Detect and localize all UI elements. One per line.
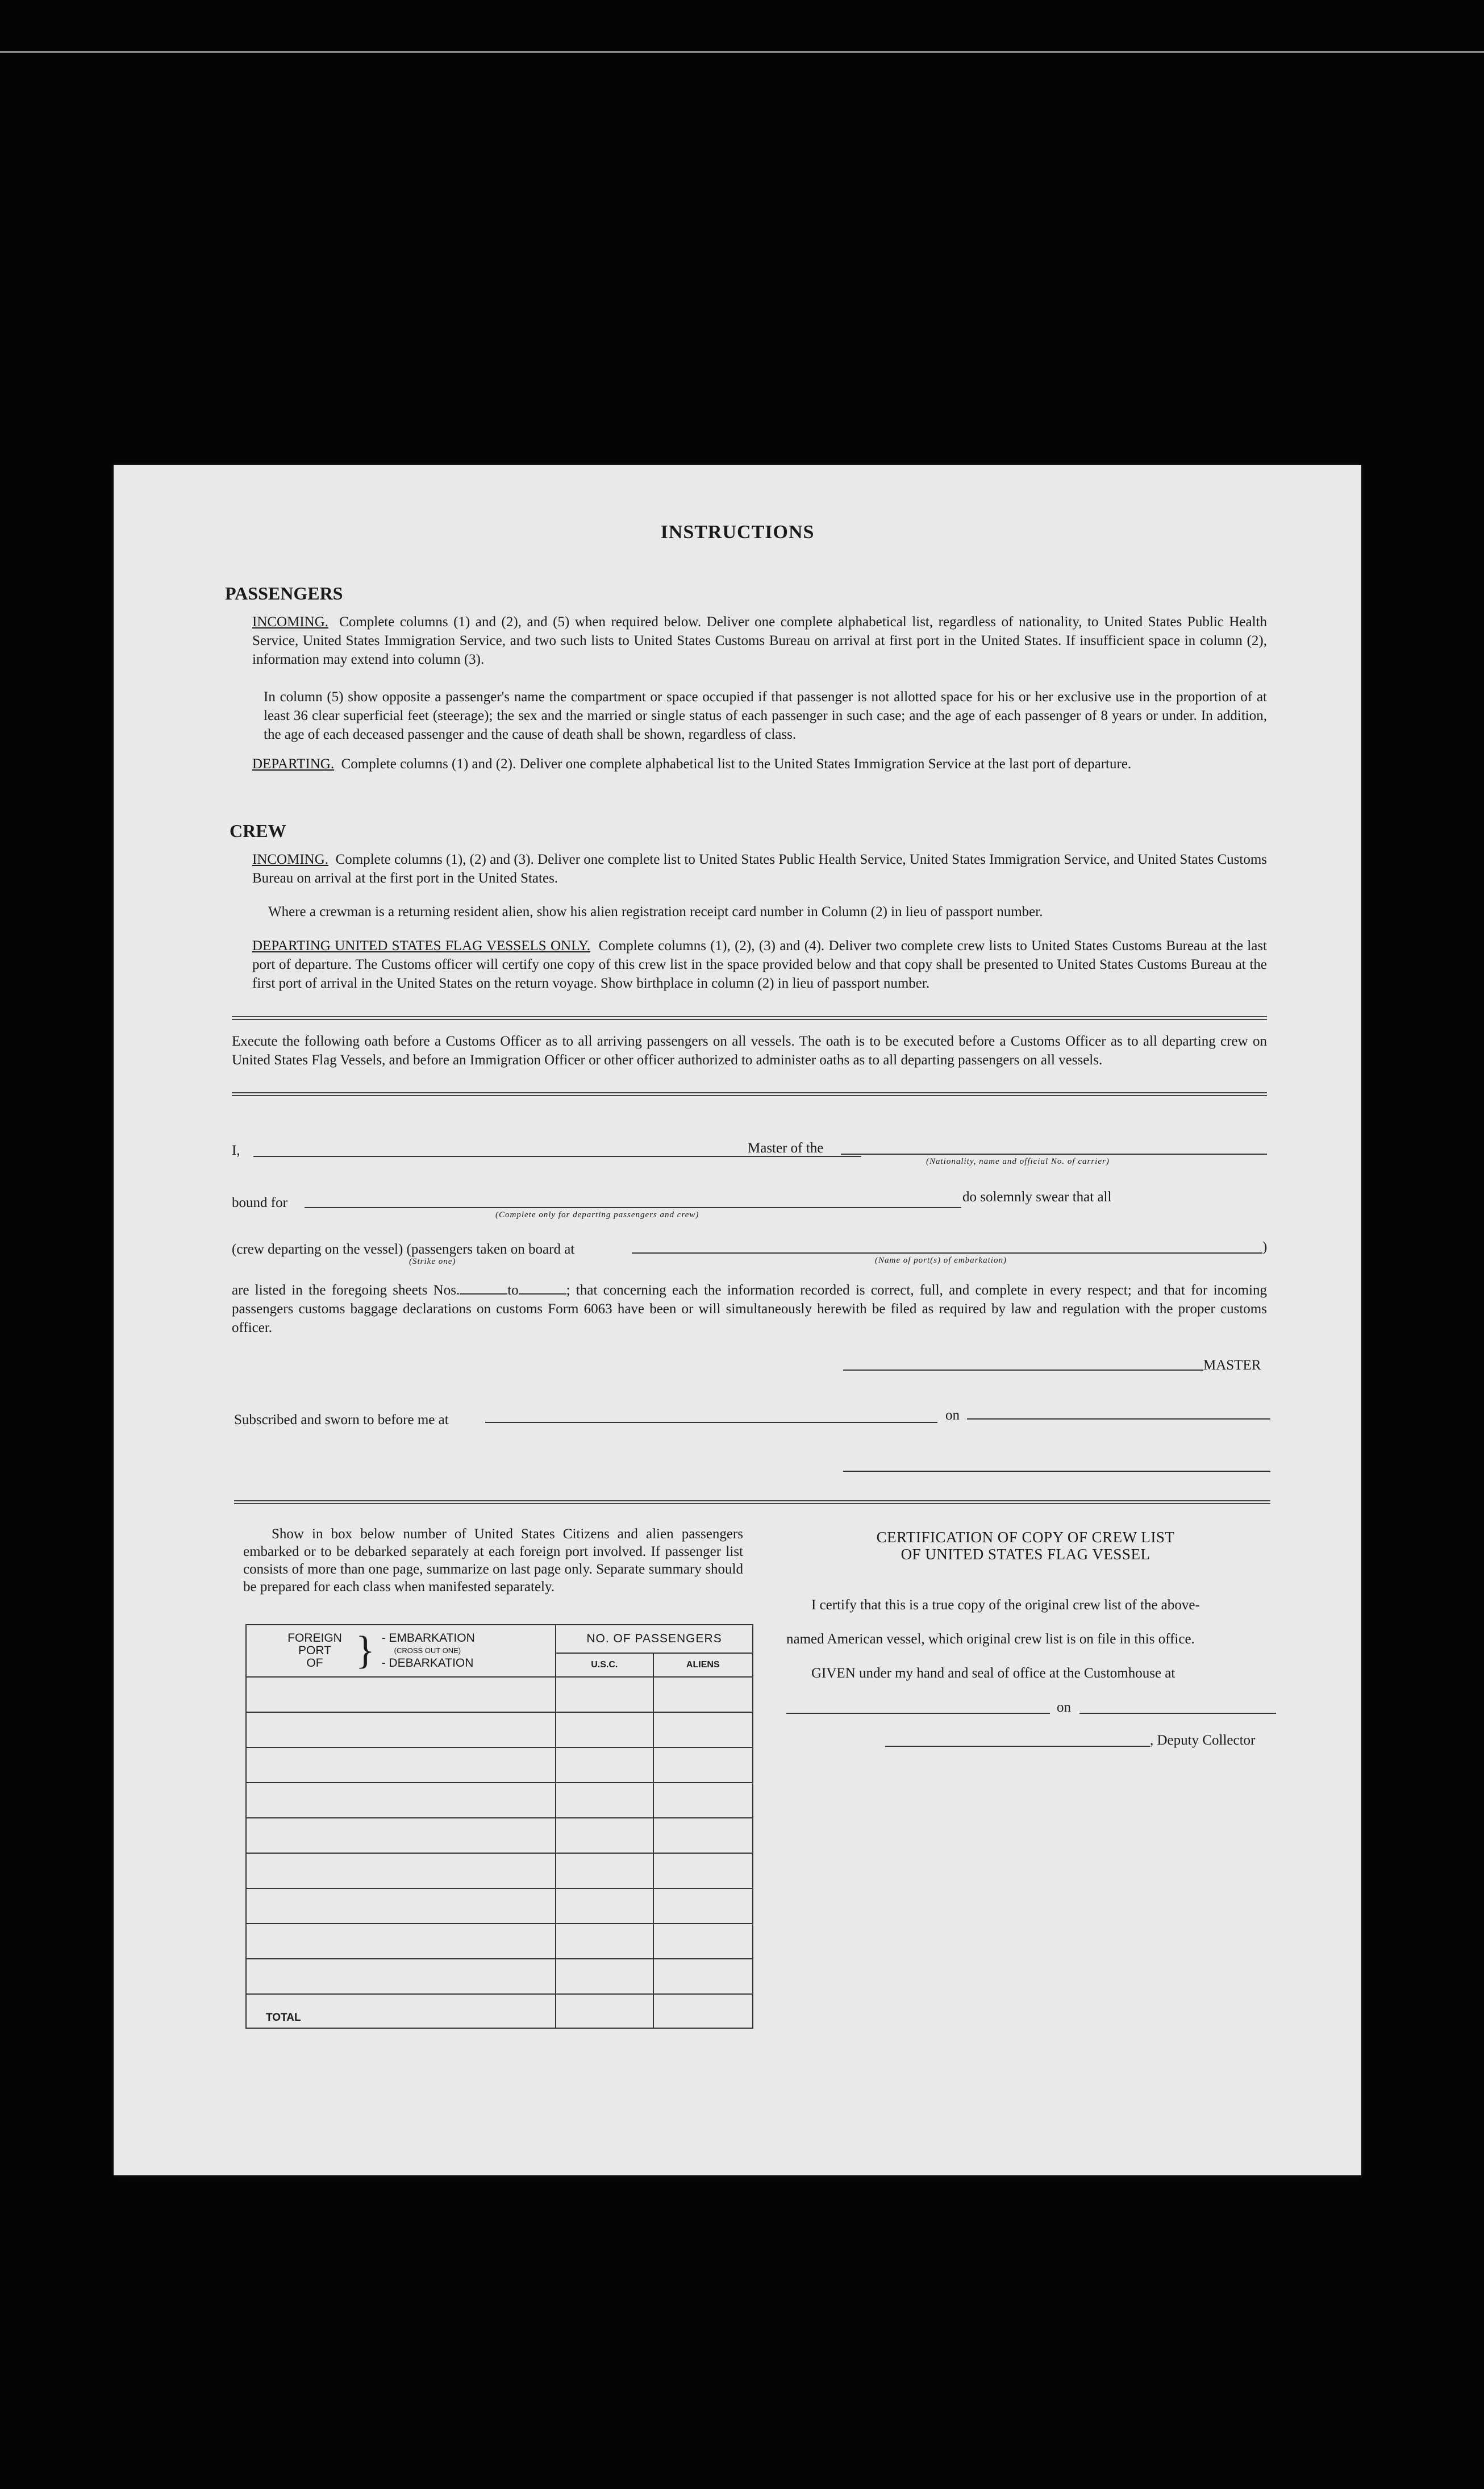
customhouse-field[interactable] — [786, 1713, 1050, 1714]
close-paren: ) — [1262, 1239, 1268, 1255]
listed-suffix: that for incoming passengers customs baggage declarations on customs Form 6063 have been or will simultaneously herewith be filed as required by law and regulation with the proper customs officer. — [232, 1283, 1268, 1335]
bound-for-caption: (Complete only for departing passengers and crew) — [495, 1210, 699, 1219]
embark-debark-header — [382, 1632, 475, 1670]
total-usc-cell[interactable] — [556, 1994, 653, 2028]
table-row — [246, 1747, 753, 1783]
crew-departing-text: Complete columns (1), (2), (3) and (4). Deliver two complete crew lists to United States Customs Bureau at the last port of departure. The Customs officer will certify one copy of this crew list in the space provided below and that copy shall be presented to United States Customs Bureau at the first port of arrival in the United States on the return voyage. Show birthplace in column (2) in lieu of passport number. — [252, 938, 1267, 991]
passengers-departing — [252, 755, 1267, 773]
usc-cell[interactable] — [556, 1888, 653, 1924]
passengers-heading: PASSENGERS — [225, 583, 343, 603]
table-row — [246, 1712, 753, 1747]
usc-cell[interactable] — [556, 1677, 653, 1712]
divider-rule — [232, 1016, 1267, 1020]
passengers-departing-text: Complete columns (1) and (2). Deliver one complete alphabetical list to the United States Immigration Service at the last port of departure. — [341, 756, 1132, 772]
table-row — [246, 1818, 753, 1853]
brace-icon: } — [356, 1629, 375, 1672]
listed-statement — [232, 1281, 1267, 1337]
crew-incoming-text: Complete columns (1), (2) and (3). Deliver one complete list to United States Public Health Service, United States Immigration Service, and United States Customs Bureau on arrival at the first port in the United States. — [252, 852, 1268, 886]
embarkation-port-field[interactable] — [632, 1252, 1262, 1254]
total-aliens-cell[interactable] — [653, 1994, 753, 2028]
certification-line3: GIVEN under my hand and seal of office at the Customhouse at — [811, 1666, 1175, 1681]
passengers-incoming — [252, 613, 1267, 669]
crew-departing-oath: (crew departing on the vessel) (passengers taken on board at — [232, 1242, 575, 1257]
swear-label: do solemnly swear that all — [962, 1189, 1112, 1205]
certification-line2: named American vessel, which original crew list is on file in this office. — [786, 1631, 1195, 1647]
deputy-signature-field[interactable] — [885, 1746, 1150, 1747]
scan-top-rule — [0, 51, 1484, 53]
port-header-line: OF — [306, 1656, 323, 1670]
usc-cell[interactable] — [556, 1712, 653, 1747]
aliens-header: ALIENS — [653, 1653, 753, 1677]
table-row — [246, 1853, 753, 1888]
listed-to: to — [507, 1283, 519, 1298]
port-header-cell — [246, 1625, 556, 1677]
passengers-column5: In column (5) show opposite a passenger's name the compartment or space occupied if that passenger is not allotted space for his or her exclusive use in the proportion of at least 36 clear superficial feet (steerage); the sex and the married or single status of each passenger in such case; and the age of each passenger of 8 years or under. In addition, the age of each deceased passenger and the cause of death shall be shown, regardless of class. — [264, 689, 1267, 742]
bound-for-field[interactable] — [305, 1207, 961, 1208]
page-title: INSTRUCTIONS — [660, 522, 815, 543]
usc-header: U.S.C. — [556, 1653, 653, 1677]
table-row — [246, 1924, 753, 1959]
aliens-cell[interactable] — [653, 1677, 753, 1712]
port-header-line: FOREIGN — [287, 1631, 342, 1645]
aliens-cell[interactable] — [653, 1783, 753, 1818]
certification-date-field[interactable] — [1079, 1713, 1276, 1714]
master-signature-field[interactable] — [843, 1370, 1203, 1371]
port-header — [281, 1632, 349, 1670]
summary-instructions: Show in box below number of United States Citizens and alien passengers embarked or to be debarked separately at each foreign port involved. If passenger list consists of more than one page, summarize on last page only. Separate summary should be prepared for each class when manifested separately. — [243, 1526, 743, 1595]
divider-rule — [232, 1092, 1267, 1096]
bound-for-label: bound for — [232, 1195, 287, 1210]
subscribed-label: Subscribed and sworn to before me at — [234, 1412, 449, 1427]
passenger-summary-table — [245, 1624, 753, 2029]
port-cell[interactable] — [246, 1959, 556, 1994]
oath-i-label: I, — [232, 1143, 240, 1158]
certification-title — [795, 1529, 1256, 1563]
master-label: MASTER — [1203, 1358, 1261, 1373]
port-cell[interactable] — [246, 1853, 556, 1888]
sworn-place-field[interactable] — [485, 1422, 937, 1423]
crew-departing-label: DEPARTING UNITED STATES FLAG VESSELS ONLY. — [252, 938, 590, 954]
port-cell[interactable] — [246, 1818, 556, 1853]
listed-prefix: are listed in the foregoing sheets Nos. — [232, 1283, 460, 1298]
oath-intro: Execute the following oath before a Customs Officer as to all arriving passengers on all vessels. The oath is to be executed before a Customs Officer as to all departing crew on United States Flag Vessels, and before an Immigration Officer or other officer authorized to administer oaths as to all departing passengers on all vessels. — [232, 1034, 1267, 1068]
sheet-to-field[interactable] — [519, 1282, 566, 1295]
usc-cell[interactable] — [556, 1959, 653, 1994]
passengers-incoming-text: Complete columns (1) and (2), and (5) when required below. Deliver one complete alphabetical list, regardless of nationality, to United States Public Health Service, United States Immigration Service, and two such lists to United States Customs Bureau on arrival at first port in the United States. If insufficient space in column (2), information may extend into column (3). — [252, 614, 1267, 667]
listed-middle: ; that concerning each the information recorded is correct, full, and complete in every respect; and — [566, 1283, 1158, 1298]
divider-rule — [234, 1500, 1270, 1504]
passengers-header: NO. OF PASSENGERS — [556, 1625, 753, 1653]
deputy-collector-label: , Deputy Collector — [1150, 1733, 1256, 1748]
crew-resident-note: Where a crewman is a returning resident alien, show his alien registration receipt card number in Column (2) in lieu of passport number. — [268, 904, 1043, 919]
aliens-cell[interactable] — [653, 1959, 753, 1994]
aliens-cell[interactable] — [653, 1712, 753, 1747]
officer-signature-field[interactable] — [843, 1471, 1270, 1472]
table-row — [246, 1677, 753, 1712]
table-row — [246, 1959, 753, 1994]
aliens-cell[interactable] — [653, 1888, 753, 1924]
master-of-label: Master of the — [748, 1141, 824, 1156]
port-header-line: PORT — [298, 1644, 331, 1657]
carrier-caption: (Nationality, name and official No. of carrier) — [926, 1157, 1110, 1166]
total-row — [246, 1994, 753, 2028]
table-row — [246, 1888, 753, 1924]
debarkation-option[interactable]: - DEBARKATION — [381, 1656, 474, 1670]
passengers-incoming-label: INCOMING. — [252, 614, 329, 630]
crew-departing — [252, 937, 1267, 993]
certification-title-line: OF UNITED STATES FLAG VESSEL — [901, 1546, 1150, 1563]
port-cell[interactable] — [246, 1712, 556, 1747]
total-label: TOTAL — [246, 1994, 556, 2028]
form-sheet — [114, 465, 1361, 2175]
crew-heading: CREW — [230, 821, 286, 841]
usc-cell[interactable] — [556, 1783, 653, 1818]
crew-incoming — [252, 850, 1267, 888]
cross-out-note: (CROSS OUT ONE) — [394, 1646, 461, 1655]
sworn-on-label: on — [945, 1408, 960, 1423]
port-cell[interactable] — [246, 1924, 556, 1959]
crew-incoming-label: INCOMING. — [252, 852, 329, 867]
certification-line1: I certify that this is a true copy of the original crew list of the above- — [811, 1597, 1200, 1613]
aliens-cell[interactable] — [653, 1853, 753, 1888]
port-cell[interactable] — [246, 1888, 556, 1924]
carrier-field[interactable] — [841, 1154, 1267, 1155]
port-caption: (Name of port(s) of embarkation) — [875, 1256, 1007, 1265]
certification-on-label: on — [1057, 1700, 1071, 1715]
sheet-from-field[interactable] — [460, 1282, 507, 1295]
aliens-cell[interactable] — [653, 1818, 753, 1853]
strike-one-caption: (Strike one) — [409, 1257, 456, 1266]
port-cell[interactable] — [246, 1783, 556, 1818]
port-cell[interactable] — [246, 1677, 556, 1712]
usc-cell[interactable] — [556, 1853, 653, 1888]
table-row — [246, 1783, 753, 1818]
passengers-departing-label: DEPARTING. — [252, 756, 335, 772]
sworn-date-field[interactable] — [967, 1418, 1270, 1420]
usc-cell[interactable] — [556, 1747, 653, 1783]
aliens-cell[interactable] — [653, 1747, 753, 1783]
port-cell[interactable] — [246, 1747, 556, 1783]
aliens-cell[interactable] — [653, 1924, 753, 1959]
usc-cell[interactable] — [556, 1818, 653, 1853]
usc-cell[interactable] — [556, 1924, 653, 1959]
embarkation-option[interactable]: - EMBARKATION — [381, 1631, 475, 1645]
certification-title-line: CERTIFICATION OF COPY OF CREW LIST — [876, 1529, 1175, 1546]
